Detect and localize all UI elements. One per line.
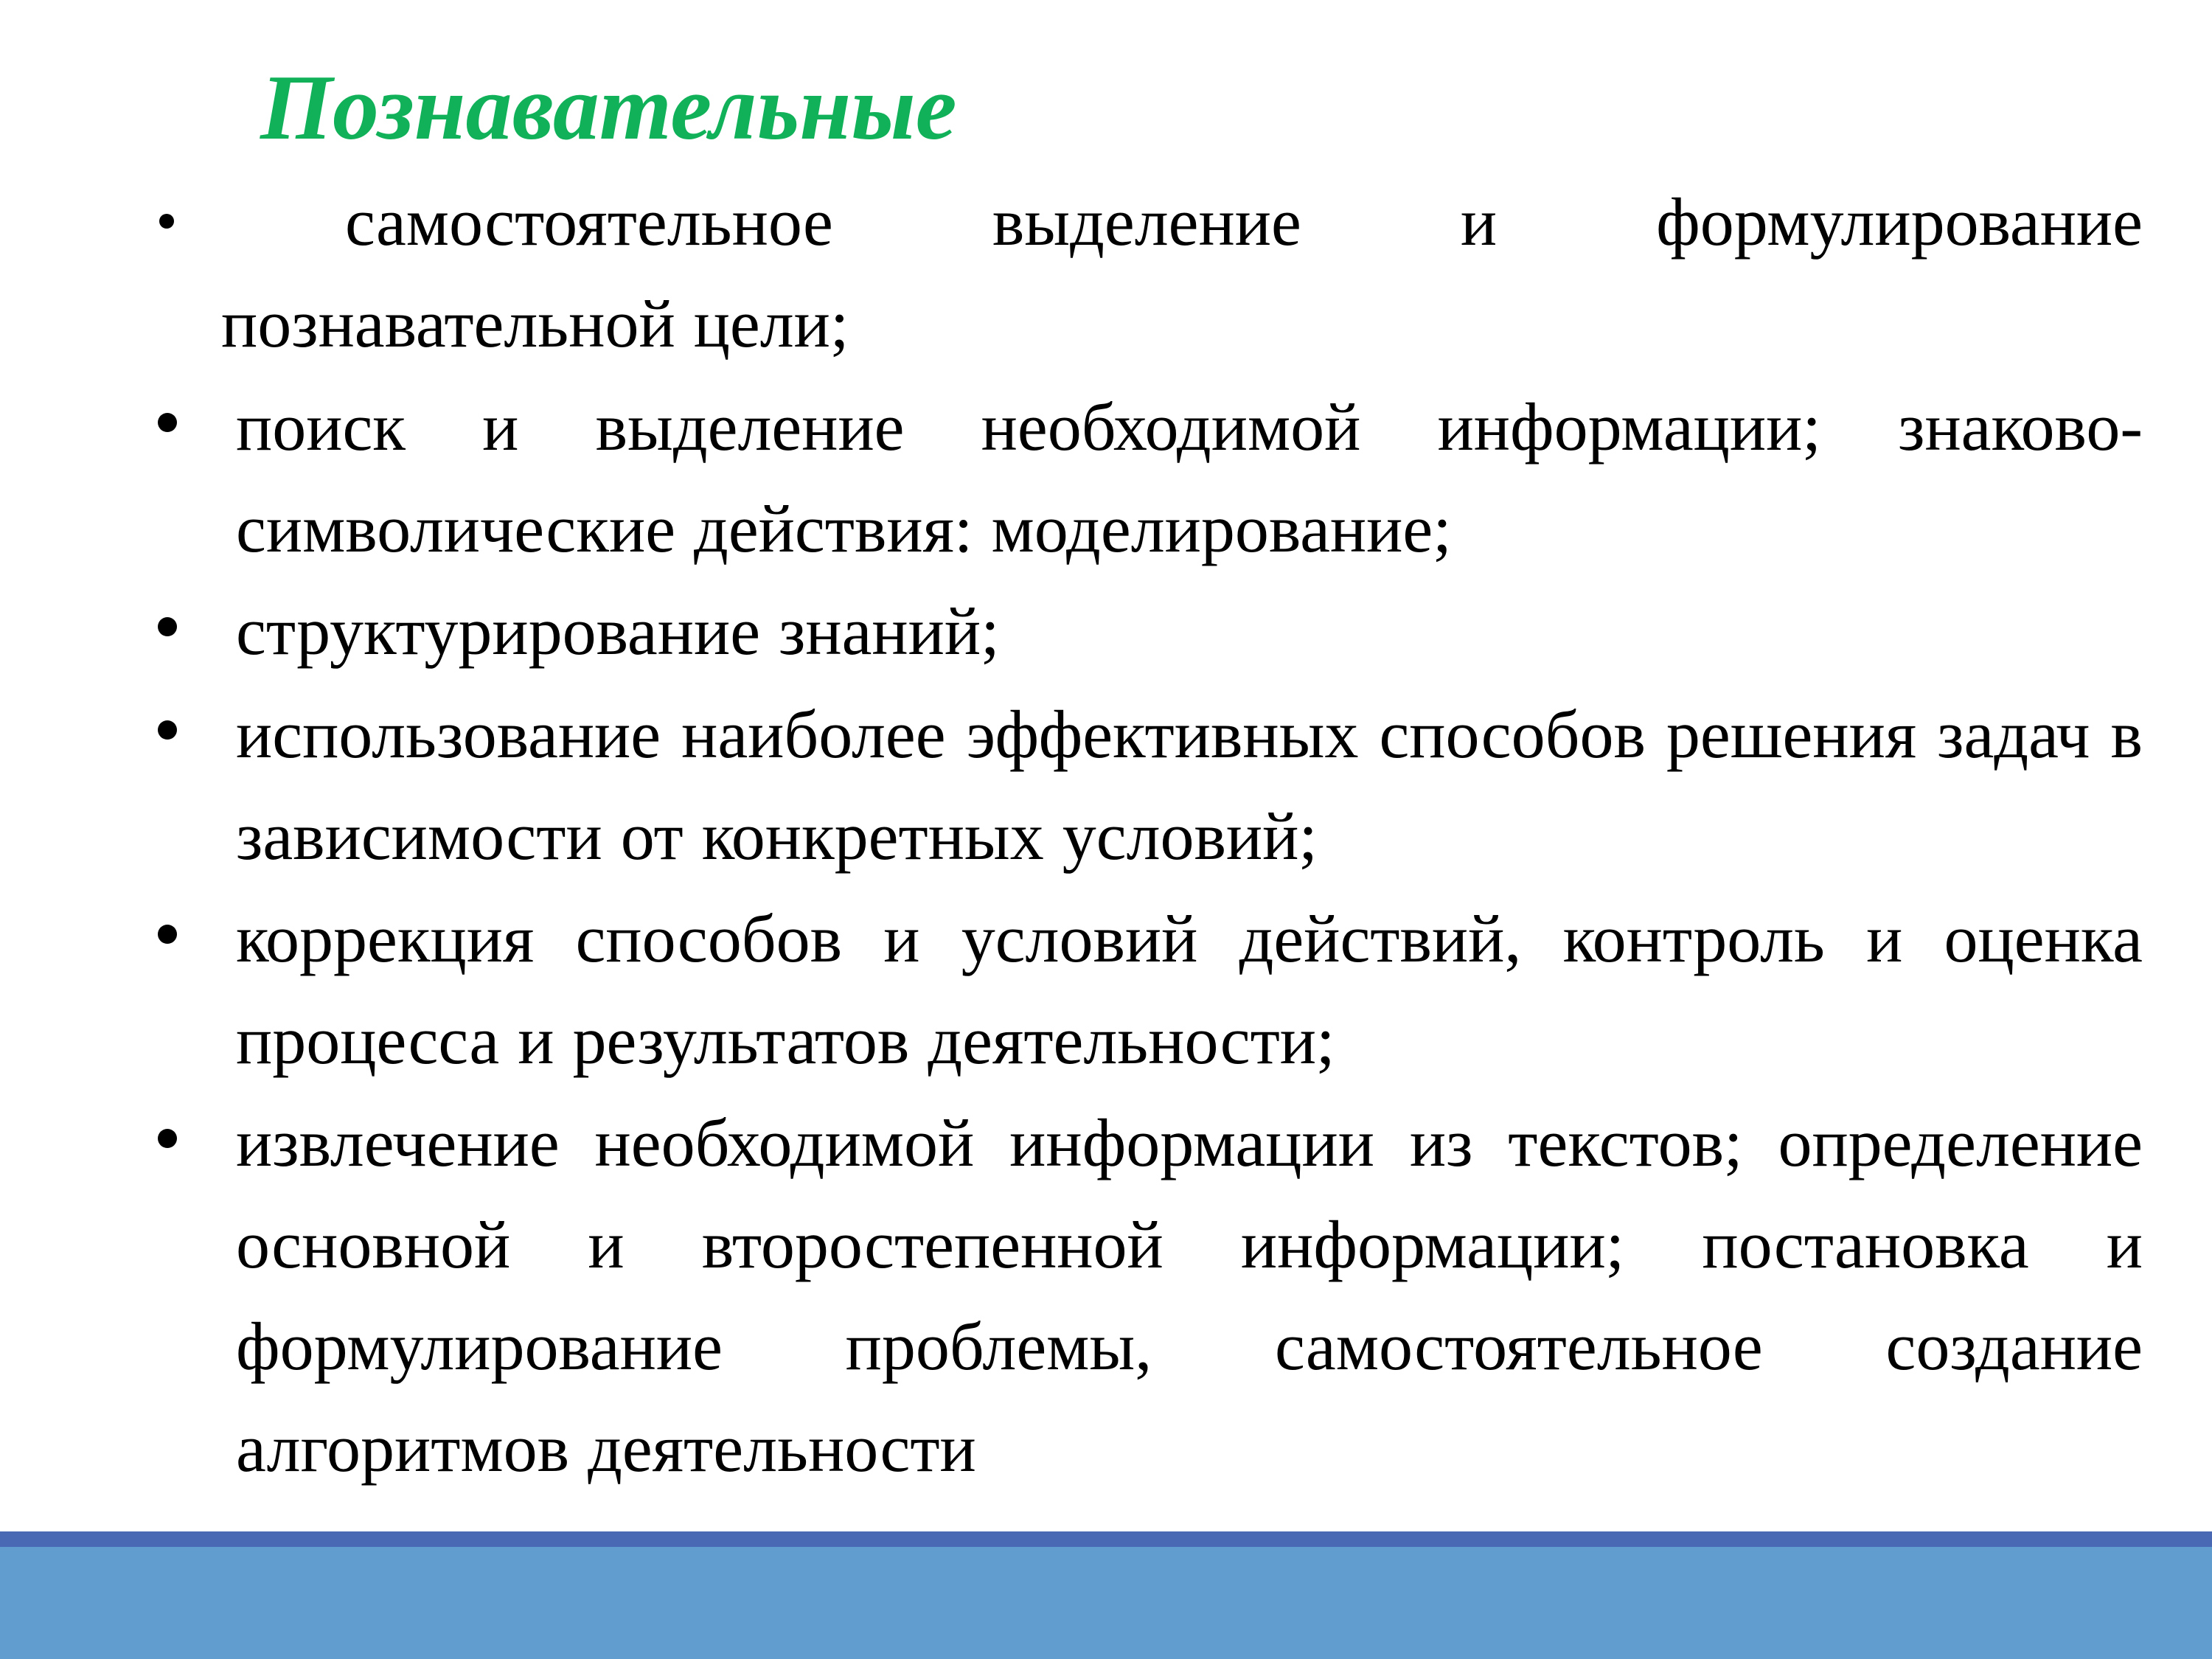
- footer-band: [0, 1547, 2212, 1659]
- list-item-text: коррекция способов и условий действий, контроль и оценка процесса и результатов деятельности;: [236, 901, 2143, 1078]
- bullet-dot-icon: [158, 1129, 177, 1148]
- list-item-text: структурирование знаний;: [236, 594, 1000, 669]
- list-item-text: использование наиболее эффективных способов решения задач в зависимости от конкретных условий;: [236, 697, 2143, 874]
- footer-divider-line: [0, 1531, 2212, 1547]
- bullet-dot-icon: [158, 720, 177, 740]
- list-item-text: поиск и выделение необходимой информации; знаково-символические действия: моделирование;: [236, 389, 2143, 566]
- slide-title: Познавательные: [260, 57, 957, 159]
- bullet-dot-icon: [158, 925, 177, 944]
- bullet-dot-icon: [158, 617, 177, 636]
- bullet-dot-icon: [158, 413, 177, 432]
- bullet-dot-icon: [159, 214, 174, 229]
- list-item-text: извлечение необходимой информации из текстов; определение основной и второстепенной информации; постановка и формулирование проблемы, самостоятельное создание алгоритмов деятельности: [236, 1105, 2143, 1486]
- list-item-text: самостоятельное выделение и формулирование познавательной цели;: [221, 184, 2143, 361]
